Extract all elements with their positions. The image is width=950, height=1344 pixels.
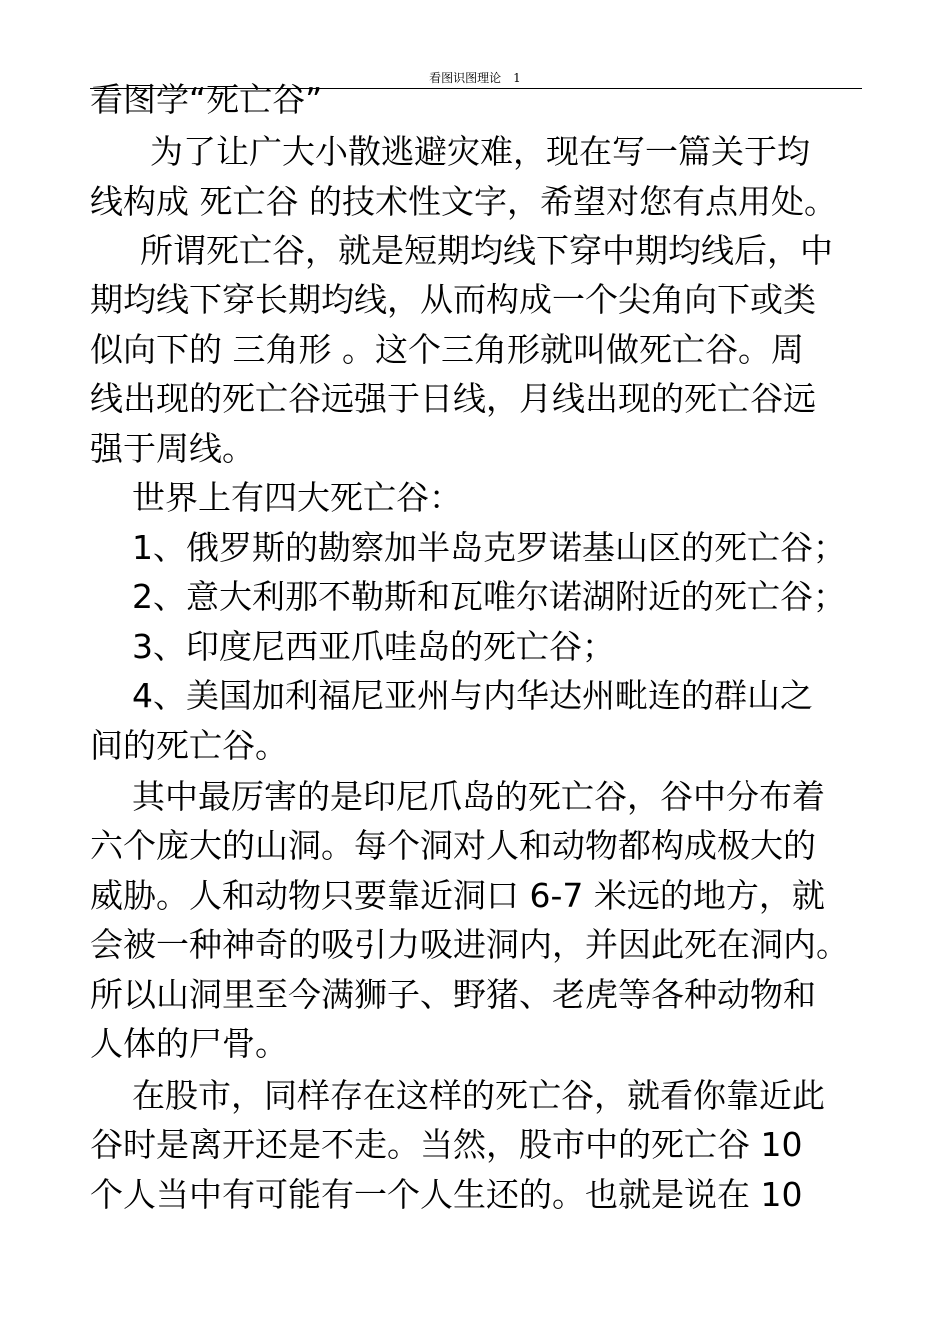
paragraph-line: 会被一种神奇的吸引力吸进洞内，并因此死在洞内。 — [90, 925, 849, 964]
paragraph-line: 在股市，同样存在这样的死亡谷，就看你靠近此 — [132, 1076, 825, 1115]
paragraph-line: 似向下的 三角形 。这个三角形就叫做死亡谷。周 — [90, 330, 804, 369]
list-item-continuation: 间的死亡谷。 — [90, 726, 288, 765]
list-item: 1、俄罗斯的勘察加半岛克罗诺基山区的死亡谷； — [132, 528, 846, 567]
paragraph-line: 世界上有四大死亡谷： — [132, 478, 462, 517]
paragraph-line: 强于周线。 — [90, 429, 255, 468]
paragraph-line: 其中最厉害的是印尼爪岛的死亡谷，谷中分布着 — [132, 777, 825, 816]
list-item: 3、印度尼西亚爪哇岛的死亡谷； — [132, 627, 615, 666]
paragraph-line: 六个庞大的山洞。每个洞对人和动物都构成极大的 — [90, 826, 816, 865]
running-header: 看图识图理论 1 — [429, 71, 521, 85]
list-item: 4、美国加利福尼亚州与内华达州毗连的群山之 — [132, 676, 813, 715]
paragraph-line: 为了让广大小散逃避灾难，现在写一篇关于均 — [150, 132, 810, 171]
paragraph-line: 所谓死亡谷，就是短期均线下穿中期均线后，中 — [140, 231, 833, 270]
document-title: 看图学“死亡谷” — [90, 80, 323, 119]
paragraph-line: 线构成 死亡谷 的技术性文字，希望对您有点用处。 — [90, 182, 837, 221]
paragraph-line: 期均线下穿长期均线，从而构成一个尖角向下或类 — [90, 280, 816, 319]
paragraph-line: 人体的尸骨。 — [90, 1024, 288, 1063]
paragraph-line: 威胁。人和动物只要靠近洞口 6-7 米远的地方，就 — [90, 876, 825, 915]
paragraph-line: 谷时是离开还是不走。当然，股市中的死亡谷 10 — [90, 1125, 803, 1164]
paragraph-line: 线出现的死亡谷远强于日线，月线出现的死亡谷远 — [90, 379, 816, 418]
paragraph-line: 所以山洞里至今满狮子、野猪、老虎等各种动物和 — [90, 975, 816, 1014]
paragraph-line: 个人当中有可能有一个人生还的。也就是说在 10 — [90, 1175, 803, 1214]
list-item: 2、意大利那不勒斯和瓦唯尔诺湖附近的死亡谷； — [132, 577, 846, 616]
